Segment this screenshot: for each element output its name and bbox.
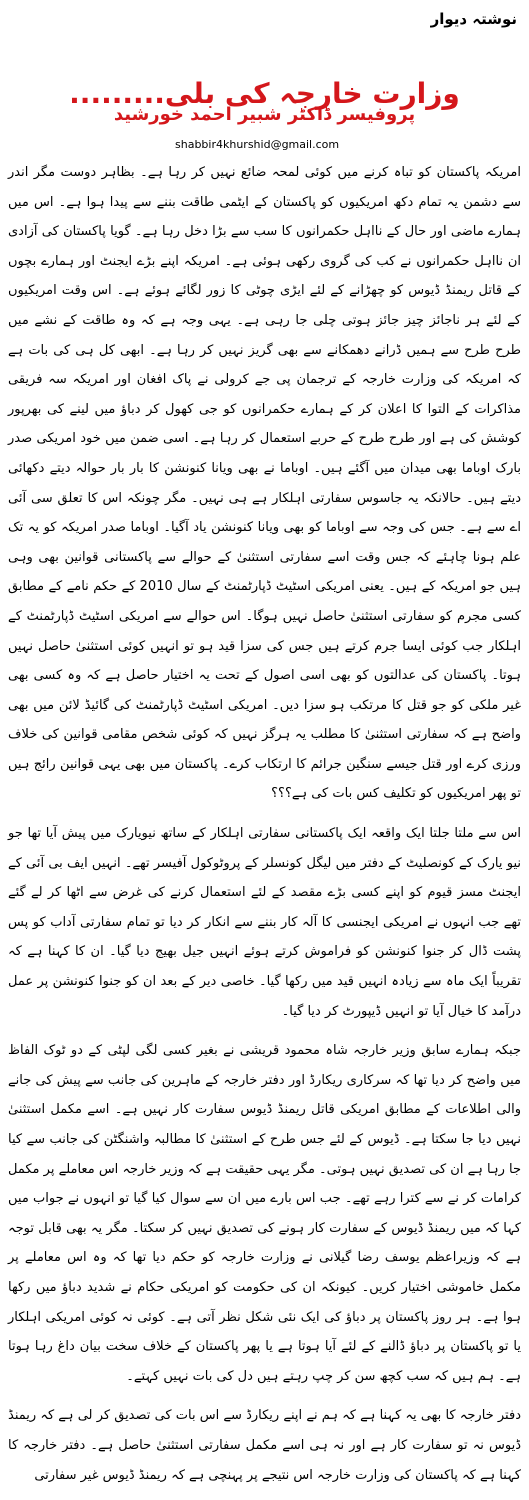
author-byline: پروفیسر ڈاکٹر شبیر احمد خورشید — [113, 104, 416, 125]
article-body — [8, 158, 521, 1500]
article-paragraph: دفتر خارجہ کا بھی یہ کہنا ہے کہ ہم نے اپنے ریکارڈ سے اس بات کی تصدیق کر لی ہے کہ ریمنڈ ڈیوس نہ تو سفارت کار ہے اور نہ ہی اسے مکمل سفارتی استثنیٰ حاصل ہے۔ دفتر خارجہ کا کہنا ہے کہ پاکستان کی وزارت خارجہ اس نتیجے پر پہنچی ہے کہ ریمنڈ ڈیوس غیر سفارتی — [8, 1408, 521, 1483]
article-headline: وزارت خارجہ کی بلی......... — [69, 76, 460, 110]
article-paragraph: جبکہ ہمارے سابق وزیر خارجہ شاہ محمود قریشی نے بغیر کسی لگی لپٹی کے دو ٹوک الفاظ میں واضح کر دیا تھا کہ سرکاری ریکارڈ اور دفتر خارجہ کے ماہرین کی جانب سے پیش کی جانے والی اطلاعات کے مطابق امریکی قاتل ریمنڈ ڈیوس سفارت کار نہیں ہے۔ اسے مکمل استثنیٰ نہیں دیا جا سکتا ہے۔ ڈیوس کے لئے جس طرح کے استثنیٰ کا مطالبہ واشنگٹن کی جانب سے کیا جا رہا ہے ان کی تصدیق نہیں ہوتی۔ مگر یہی حقیقت ہے کہ وزیر خارجہ اس معاملے پر مکمل کرامات کر نے سے کترا رہے تھے۔ جب اس بارے میں ان سے سوال کیا گیا تو انہوں نے جواب میں کہا کہ میں ریمنڈ ڈیوس کے سفارت کار ہونے کی تصدیق نہیں کر سکتا۔ مگر یہ بھی قابل توجہ ہے کہ وزیراعظم یوسف رضا گیلانی نے وزارت خارجہ کو حکم دیا تھا کہ وہ اس معاملے پر مکمل خاموشی اختیار کریں۔ کیونکہ ان کی حکومت کو امریکی حکام نے شدید دباؤ میں رکھا ہوا ہے۔ ہر روز پاکستان پر دباؤ کی ایک نئی شکل نظر آتی ہے۔ کوئی نہ کوئی امریکی اہلکار یا تو پاکستان پر دباؤ ڈالنے کے لئے آیا ہوتا ہے یا پھر پاکستان کے خلاف سخت بیان داغ رہا ہوتا ہے۔ ہم ہیں کہ سب کچھ سن کر چپ رہتے ہیں دل کی بات نہیں کہتے۔ — [8, 1043, 521, 1384]
article-paragraph: اس سے ملتا جلتا ایک واقعہ ایک پاکستانی سفارتی اہلکار کے ساتھ نیویارک میں پیش آیا تھا جو نیو یارک کے کونصلیٹ کے دفتر میں لیگل کونسلر کے پروٹوکول آفیسر تھے۔ انہیں ایف بی آئی کے ایجنٹ مسز قیوم کو اپنے کسی بڑے مقصد کے لئے استعمال کرنے کی غرض سے اٹھا کر لے گئے تھے جب انہوں نے امریکی ایجنسی کا آلہ کار بننے سے انکار کر دیا تو تمام سفارتی آداب کو پس پشت ڈال کر جنوا کنونشن کو فراموش کرتے ہوئے انہیں جیل بھیج دیا گیا۔ ان کا کہنا ہے کہ تقریباً ایک ماہ سے زیادہ انہیں قید میں رکھا گیا۔ خاصی دیر کے بعد ان کو جنوا کنونشن پر عمل درآمد کا خیال آیا تو انہیں ڈیپورٹ کر دیا گیا۔ — [8, 826, 521, 1019]
article-paragraph: امریکہ پاکستان کو تباہ کرنے میں کوئی لمحہ ضائع نہیں کر رہا ہے۔ بظاہر دوست مگر اندر سے دشمن یہ تمام دکھ امریکیوں کو پاکستان کے ایٹمی طاقت بننے سے پیدا ہوا ہے۔ اس میں ہمارے ماضی اور حال کے نااہل حکمرانوں کا سب سے بڑا دخل رہا ہے۔ گویا پاکستان کی آزادی ان نااہل حکمرانوں نے کب کی گروی رکھی ہوئی ہے۔ امریکہ اپنے بڑے ایجنٹ اور ہمارے بچوں کے قاتل ریمنڈ ڈیوس کو چھڑانے کے لئے ایڑی چوٹی کا زور لگائے ہوئے ہے۔ اس وقت امریکیوں کے لئے ہر ناجائز چیز جائز ہوتی چلی جا رہی ہے۔ یہی وجہ ہے کہ وہ طاقت کے نشے میں طرح طرح سے ہمیں ڈرانے دھمکانے سے بھی گریز نہیں کر رہا ہے۔ ابھی کل ہی کی بات ہے کہ امریکہ کی وزارت خارجہ کے ترجمان پی جے کرولی نے پاک افغان اور امریکہ سہ فریقی مذاکرات کے التوا کا اعلان کر کے ہمارے حکمرانوں کو جی کھول کر دباؤ میں لینے کی بھرپور کوشش کی ہے اور طرح طرح کے حربے استعمال کر رہا ہے۔ اسی ضمن میں خود امریکی صدر بارک اوباما بھی میدان میں آگئے ہیں۔ اوباما نے بھی ویانا کنونشن کا بار بار حوالہ دیتے دکھائی دیتے ہیں۔ حالانکہ یہ جاسوس سفارتی اہلکار ہے ہی نہیں۔ مگر چونکہ اس کا تعلق سی آئی اے سے ہے۔ جس کی وجہ سے اوباما کو بھی ویانا کنونشن یاد آگیا۔ اوباما صدر امریکہ کو یہ تک علم ہونا چاہئے کہ جس وقت اسے سفارتی استثنیٰ کے حوالے سے پاکستانی قوانین بھی وہی ہیں جو امریکہ کے ہیں۔ یعنی امریکی اسٹیٹ ڈپارٹمنٹ کے سال 2010 کے حکم نامے کے مطابق کسی مجرم کو سفارتی استثنیٰ حاصل نہیں ہوگا۔ اس حوالے سے امریکی اسٹیٹ ڈپارٹمنٹ کے اہلکار جب کوئی ایسا جرم کرتے ہیں جس کی سزا قید ہو تو انہیں کوئی استثنیٰ حاصل نہیں ہوتا۔ پاکستان کی عدالتوں کو بھی اسی اصول کے تحت یہ اختیار حاصل ہے کہ وہ کسی بھی غیر ملکی کو جو قتل کا مرتکب ہو سزا دیں۔ امریکی اسٹیٹ ڈپارٹمنٹ کی گائیڈ لائن میں بھی واضح ہے کہ سفارتی استثنیٰ کا مطلب یہ ہرگز نہیں کہ کوئی شخص مقامی قوانین کی خلاف ورزی کرے اور قتل جیسے سنگین جرائم کا ارتکاب کرے۔ پاکستان میں بھی یہی قوانین رائج ہیں تو پھر امریکیوں کو تکلیف کس بات کی ہے؟؟؟ — [8, 165, 521, 802]
author-email: shabbir4khurshid@gmail.com — [175, 138, 340, 151]
column-name: نوشتہ دیوار — [430, 10, 517, 28]
